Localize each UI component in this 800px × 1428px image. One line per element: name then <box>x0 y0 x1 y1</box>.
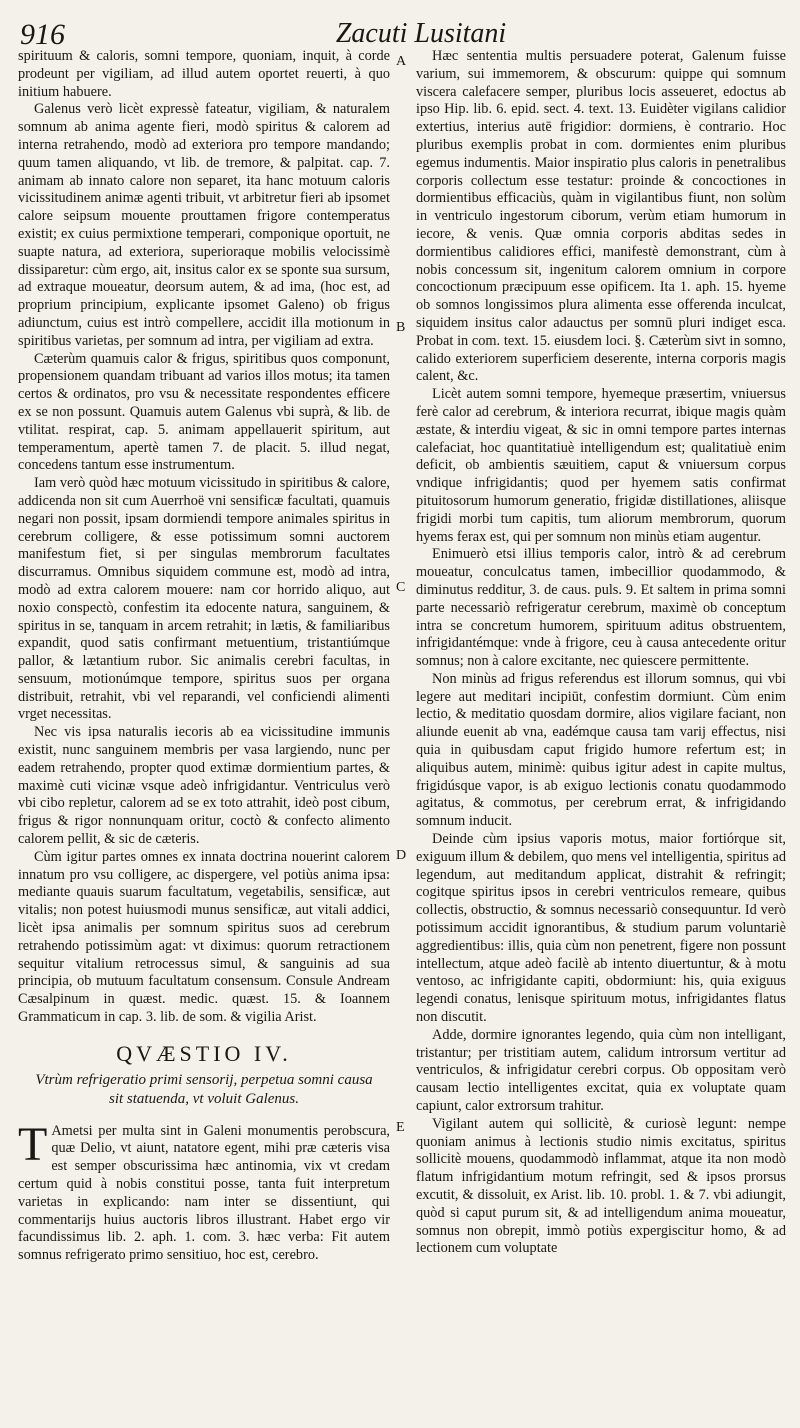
paragraph: Licèt autem somni tempore, hyemeque præsertim, vniuersus ferè calor ad cerebrum, & interiora recurrat, ibique magis quàm æstate, & interdiu vigeat, & sic in omni tempore partes internas calefaciat, hoc quantitatiuè intelligendum est; qualitatiuè enim deficit, ob ambientis sæuitiem, caput & vniuersum corpus vndique infrigidantis; quod per hyemem satis confirmat pituitosorum humorum generatio, frigidæ distillationes, aliisque frigidi morbi tum capitis, tum aliorum membrorum, quorum hyems ferax est, qui per somnum non minùs etiam augentur. <box>416 386 786 545</box>
quaestio-heading: QVÆSTIO IV. <box>116 1040 292 1066</box>
margin-letter-c: C <box>396 580 406 595</box>
paragraph: Cæterùm quamuis calor & frigus, spiritibus quos componunt, propensionem quandam tribuant ad varios illos motus; ita tamen certos & ordinatos, pro vsu & necessitate respondentes efficere ex se non possunt. Quamuis autem Galenus vbi suprà, & lib. de vtilitat. respirat, cap. 5. animam appellauerit spiritum, aut temperamentum, apertè tamen 7. de placit. 5. illud negat, concedens tantum esse instrumentum. <box>18 350 390 474</box>
paragraph-text: Ametsi per multa sint in Galeni monumentis perobscura, quæ Delio, vt aiunt, natatore egent, mihi præ cæteris visa est semper obscurissima hæc antinomia, vix vt credam certum quid à nobis constitui posse, tanta fuit interpretum varietas in explicando: nam inter se dissentiunt, qui commentarijs huius auctoris libros illustrant. Habet ergo vir facundissimus lib. 2. aph. 1. com. 3. hæc verba: Fit autem somnus refrigerato primo sensitiuo, hoc est, cerebro. <box>18 1122 390 1264</box>
margin-letter-a: A <box>396 54 407 69</box>
paragraph: Nec vis ipsa naturalis iecoris ab ea vicissitudine immunis existit, nunc sanguinem membris per vasa largiendo, nunc per eadem retrahendo, propter quod extimæ dormientium partes, & maximè cuti vicinæ vsque adeò infrigidantur. Ventriculus verò vbi cibo repletur, calorem ad se ex toto attrahit, ideò post cibum, frigus & rigor nonnunquam oritur, coctò & confecto alimento calorem pellit, & sic de cæteris. <box>18 724 390 848</box>
paragraph: Enimuerò etsi illius temporis calor, intrò & ad cerebrum moueatur, conculcatus tamen, imbecillior quodammodo, & diminutus redditur, 3. de caus. puls. 9. Et saltem in prima somni parte necessariò refrigeratur cerebrum, maximè ob conceptum intra se concretum humorem, spirituum aditus obstruentem, infrigidantémque: vnde à frigore, ceu à causa antecedente oritur somnus; non à calore excitante, nec quiescere permittente. <box>416 546 786 670</box>
paragraph: Deinde cùm ipsius vaporis motus, maior fortiórque sit, exiguum illum & debilem, quo mens vel intelligentia, spiritus ad legendum, aut meditandum applicat, distrahit & refringit; cogitque spiritus ipsos in cerebri ventriculos remeare, quibus collectis, obstructio, & somnus necessariò consequuntur. Id verò potissimum accidit ignorantibus, & studium parum voluntariè aggredientibus: illis, quia cùm non penetrent, figere non possunt intellectum, atque adeò facilè ab intento diuertuntur, & à motu ventoso, ac infrigidante capiti, obdormiunt: his, quia exiguus legendi conatus, lenisque spirituum motus, infrigidantes flatus non discutit. <box>416 831 786 1026</box>
margin-letter-b: B <box>396 320 406 335</box>
margin-letter-d: D <box>396 848 407 863</box>
left-column <box>18 48 390 1265</box>
paragraph: Hæc sententia multis persuadere poterat, Galenum fuisse varium, sui immemorem, & obscurum: quippe qui somnum viscera calefacere semper, pluribus locis asseueret, edoctus ab ipso Hip. lib. 6. epid. sect. 4. text. 13. Euidèter vigilans calidior extertius, interius autē frigidior: dormiens, è contrario. Hoc pluribus exemplis probat in com. dormientes enim pluribus egemus indumentis. Maior inspiratio plus caloris in penetralibus corporis collectum esse testatur: proinde & concoctiones in dormientibus efficaciùs, quàm in vigilantibus fiunt, non solùm in ventriculo ingestorum ciborum, verùm etiam humorum in iecore, & venis. Quæ omnia corporis abditas sedes in dormientibus calidiores effici, manifestè demonstrant, cùm à nobis concessum sit, ingenitum calorem omnium in corpore concoctionum præcipuum esse opificem. Ita 1. aph. 15. hyeme ob somnos longissimos plura alimenta esse offerenda inculcat, siquidem insitus calor adauctus per somnū pluri indiget esca. Probat in com. text. 15. eiusdem loci. §. Cæterùm sivt in somno, calido exteriorem superficiem deserente, interna corporis magis calent, &c. <box>416 48 786 385</box>
paragraph: Adde, dormire ignorantes legendo, quia cùm non intelligant, tristantur; per tristitiam autem, calidum introrsum vertitur ad ventriculos, & infrigidatur cerebri corpus. Ob oppositam verò causam lectio intelligentes excitat, quia ex voluptate quam capiunt, calor extrorsum trahitur. <box>416 1026 786 1115</box>
drop-cap: T <box>18 1117 48 1171</box>
running-head: Zacuti Lusitani <box>335 18 507 49</box>
paragraph: Non minùs ad frigus referendus est illorum somnus, qui vbi legere aut meditari incipiūt, confestim dormiunt. Cùm enim lectio, & meditatio quosdam dormire, alios vigilare faciant, non aliunde euenit ab vna, eadémque causa tam varij effectus, nisi quia in quibusdam caput frigido humore refertum est; in aliquibus autem, minimè: quibus igitur adest in capite multus, frigidúsque vapor, is ab exiguo lectionis conatu quodammodo agitatus, & commotus, per cerebrum errat, & infrigidando somnum inducit. <box>416 670 786 830</box>
paragraph: spirituum & caloris, somni tempore, quoniam, inquit, à corde prodeunt per vigiliam, ad illud autem oportet reuerti, à quo initium habuere. <box>18 48 390 100</box>
quaestio-title: Vtrùm refrigeratio primi sensorij, perpetua somni causa sit statuenda, vt voluit Galenus. <box>35 1071 373 1107</box>
paragraph: Iam verò quòd hæc motuum vicissitudo in spiritibus & calore, addicenda non sit cum Auerrhoë vni sensificæ facultati, quamuis negari non possit, ipsam dormiendi tempore animales spiritus in cerebrum colligere, & esse potissimum somni auctorem manifestum fiet, si per singulas membrorum facultates discurramus. Omnibus siquidem commune est, modò ad intra, modò ad extra calorem mouere: nam cor horrido aliquo, aut noxio conspectò, confestim ita edocente natura, sanguinem, & spiritus in se, tanquam in arcem retrahit; in lætis, & familiaribus expandit, quod satis confirmant metuentium, tristantiúmque pallor, & lætantium rubor. Sic animalis cerebri facultas, in sensuum, motionúmque tempore, spiritus suos per organa distribuit, retrahit, vbi vel reparandi, vel conficiendi alimenti vrget necessitas. <box>18 475 390 723</box>
paragraph: Cùm igitur partes omnes ex innata doctrina nouerint calorem innatum pro vsu colligere, ac dispergere, vel potiùs anima ipsa: mediante quauis suarum facultatum, vegetabilis, sensificæ, aut vitalis; non potest huiusmodi munus sensificæ, aut vitali addici, licèt ipsa animalis per somnum spiritus suos ad cerebrum retrahendo potissimùm agat: vt diximus: quorum retractionem sequitur vitalium retrocessus simul, & sanguinis ad sua principia, ob mutuum facultatum consensum. Consule Andream Cæsalpinum in quæst. medic. quæst. 15. & Ioannem Grammaticum in cap. 3. lib. de som. & vigilia Arist. <box>18 848 390 1026</box>
paragraph: Vigilant autem qui sollicitè, & curiosè legunt: nempe quoniam animus à lectionis studio nimis excitatus, spiritus sollicitè mouens, quodammodò inflammat, atque ita non modò flatum infrigidantium motum refringit, sed & ipsos prorsus excutit, & dissoluit, ex Arist. lib. 10. probl. 1. & 7. vbi adiungit, quòd si caput purum sit, & ad intelligendum anima moueatur, somnus non obrepit, immò potiùs expergiscitur homo, & ad lectionem cum voluptate <box>416 1115 786 1257</box>
paragraph: Galenus verò licèt expressè fateatur, vigiliam, & naturalem somnum ab anima agente fieri, modò spiritus & calorem ad interna retrahendo, modò ad exteriora pro tempore mandando; quum tamen aliquando, vt lib. de tremore, & palpitat. cap. 7. animam ab innato calore non separet, ita hanc motuum caloris vicissitudinem animæ agenti tribuit, vt arbitretur fieri ab ipsomet calore seipsum mouente prouttamen frigore contemperatus existit; ex cuius permixtione temperari, componique oportuit, ne suapte natura, ad exteriora, superioraque mobilis velocissimè dissiparetur: cùm ergo, ait, insitus calor ex se sponte sua sursum, ad extraque moueatur, deorsum autem, & ad ima, (hoc est, ad proprium principium, explicante ipsomet Galeno) ob frigus adiunctum, cuius est intrò compellere, accidit illa motionum in spiritibus varietas, per somnum ad intra, per vigiliam ad extra. <box>18 101 390 349</box>
margin-letters <box>396 48 414 1428</box>
paragraph-with-dropcap <box>18 1117 390 1265</box>
page-number: 916 <box>20 18 65 51</box>
right-column <box>416 48 786 1258</box>
margin-letter-e: E <box>396 1120 405 1135</box>
